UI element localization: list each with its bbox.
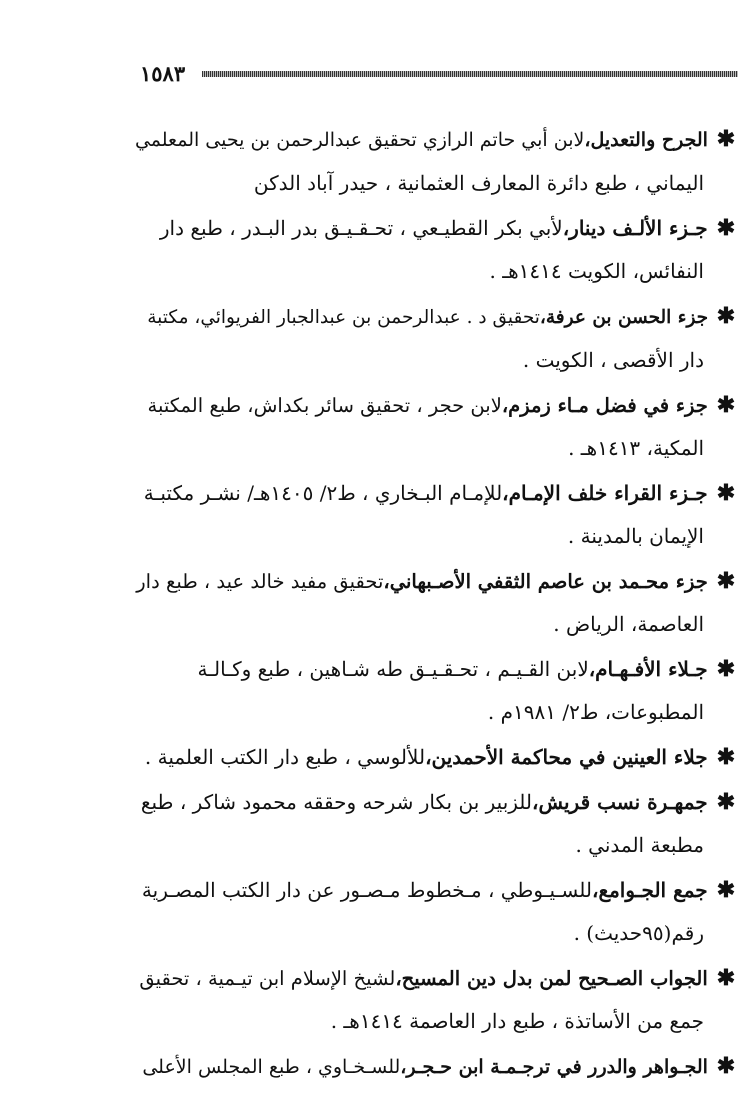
asterisk-icon: ✱ <box>716 215 736 241</box>
bibliography-entry <box>134 736 738 779</box>
entry-details: للألوسي ، طبع دار الكتب العلمية . <box>144 745 426 769</box>
entry-first-line <box>134 736 738 779</box>
bibliography-entry <box>134 472 738 558</box>
entry-continuation: المطبوعات، ط٢/ ١٩٨١م . <box>487 700 704 724</box>
entry-first-line <box>134 560 738 603</box>
entry-details: للزبير بن بكار شرحه وحققه محمود شاكر ، طبع <box>140 790 533 814</box>
entry-continuation: المكية، ١٤١٣هـ . <box>568 436 704 460</box>
entry-title: جمهـرة نسب قريش، <box>532 790 708 814</box>
entry-details: للسـيـوطي ، مـخطوط مـصـور عن دار الكتب المصـرية <box>141 878 592 902</box>
bibliography-entry <box>134 118 738 205</box>
entry-details: تحقيق مفيد خالد عيد ، طبع دار <box>136 570 384 593</box>
bibliography-entry <box>134 648 738 734</box>
asterisk-icon: ✱ <box>716 568 736 594</box>
bibliography-entry <box>134 957 738 1043</box>
bibliography-list <box>134 118 738 1091</box>
entry-continuation: رقم(٩٥حديث) . <box>573 921 704 945</box>
entry-title: جـلاء الأفـهـام، <box>588 657 708 681</box>
entry-details: لابن القـيـم ، تحـقـيـق طه شـاهين ، طبع وكـالـة <box>197 657 589 681</box>
entry-first-line <box>134 295 738 339</box>
entry-title: جـزء الألـف دينار، <box>562 216 708 240</box>
asterisk-icon: ✱ <box>716 126 736 152</box>
entry-first-line <box>134 781 738 824</box>
entry-title: جلاء العينين في محاكمة الأحمدين، <box>425 745 708 769</box>
entry-title: جزء محـمد بن عاصم الثقفي الأصـبهاني، <box>383 570 708 593</box>
entry-details: لشيخ الإسلام ابن تيـمية ، تحقيق <box>139 967 396 990</box>
asterisk-icon: ✱ <box>716 789 736 815</box>
entry-continuation: جمع من الأساتذة ، طبع دار العاصمة ١٤١٤هـ . <box>330 1009 704 1033</box>
bibliography-entry <box>134 295 738 382</box>
page-header <box>140 62 738 86</box>
entry-title: الجواب الصـحيح لمن بدل دين المسيح، <box>395 967 708 990</box>
header-rule <box>202 71 738 77</box>
asterisk-icon: ✱ <box>716 303 736 329</box>
entry-title: جزء الحسن بن عرفة، <box>539 307 709 328</box>
entry-continuation: الإيمان بالمدينة . <box>567 524 704 548</box>
entry-first-line <box>134 118 738 162</box>
entry-first-line <box>134 1045 738 1089</box>
entry-continuation: العاصمة، الرياض . <box>553 612 704 636</box>
entry-first-line <box>134 207 738 250</box>
asterisk-icon: ✱ <box>716 392 736 418</box>
entry-continuation: دار الأقصى ، الكويت . <box>522 348 704 372</box>
entry-first-line <box>134 648 738 691</box>
entry-first-line <box>134 472 738 515</box>
bibliography-entry <box>134 384 738 470</box>
page-number: ١٥٨٣ <box>140 61 186 86</box>
entry-title: الجـواهر والدرر في ترجـمـة ابن حـجـر، <box>400 1056 708 1078</box>
entry-continuation: اليماني ، طبع دائرة المعارف العثمانية ، حيدر آباد الدكن <box>253 171 704 195</box>
asterisk-icon: ✱ <box>716 656 736 682</box>
bibliography-entry <box>134 560 738 646</box>
entry-title: الجرح والتعديل، <box>584 129 708 151</box>
entry-first-line <box>134 384 738 427</box>
entry-first-line <box>134 869 738 912</box>
asterisk-icon: ✱ <box>716 480 736 506</box>
entry-details: لابن حجر ، تحقيق سائر بكداش، طبع المكتبة <box>147 394 502 417</box>
entry-continuation: مطبعة المدني . <box>575 833 704 857</box>
asterisk-icon: ✱ <box>716 965 736 991</box>
entry-details: لأبي بكر القطيـعي ، تحـقـيـق بدر البـدر ، طبع دار <box>159 216 563 240</box>
entry-first-line <box>134 957 738 1000</box>
entry-details: لابن أبي حاتم الرازي تحقيق عبدالرحمن بن يحيى المعلمي <box>134 129 585 151</box>
entry-title: جزء في فضل مـاء زمزم، <box>501 394 708 417</box>
entry-details: تحقيق د . عبدالرحمن بن عبدالجبار الفريوائي، مكتبة <box>147 307 540 328</box>
entry-details: للسـخـاوي ، طبع المجلس الأعلى <box>142 1056 401 1078</box>
entry-details: للإمـام البـخاري ، ط٢/ ١٤٠٥هـ/ نشـر مكتبـة <box>143 481 503 505</box>
asterisk-icon: ✱ <box>716 744 736 770</box>
bibliography-entry <box>134 869 738 955</box>
entry-title: جمع الجـوامع، <box>591 878 708 902</box>
bibliography-entry <box>134 781 738 867</box>
bibliography-entry <box>134 207 738 293</box>
entry-title: جـزء القراء خلف الإمـام، <box>502 481 708 505</box>
entry-continuation: النفائس، الكويت ١٤١٤هـ . <box>489 259 704 283</box>
asterisk-icon: ✱ <box>716 1053 736 1079</box>
bibliography-entry <box>134 1045 738 1089</box>
asterisk-icon: ✱ <box>716 877 736 903</box>
